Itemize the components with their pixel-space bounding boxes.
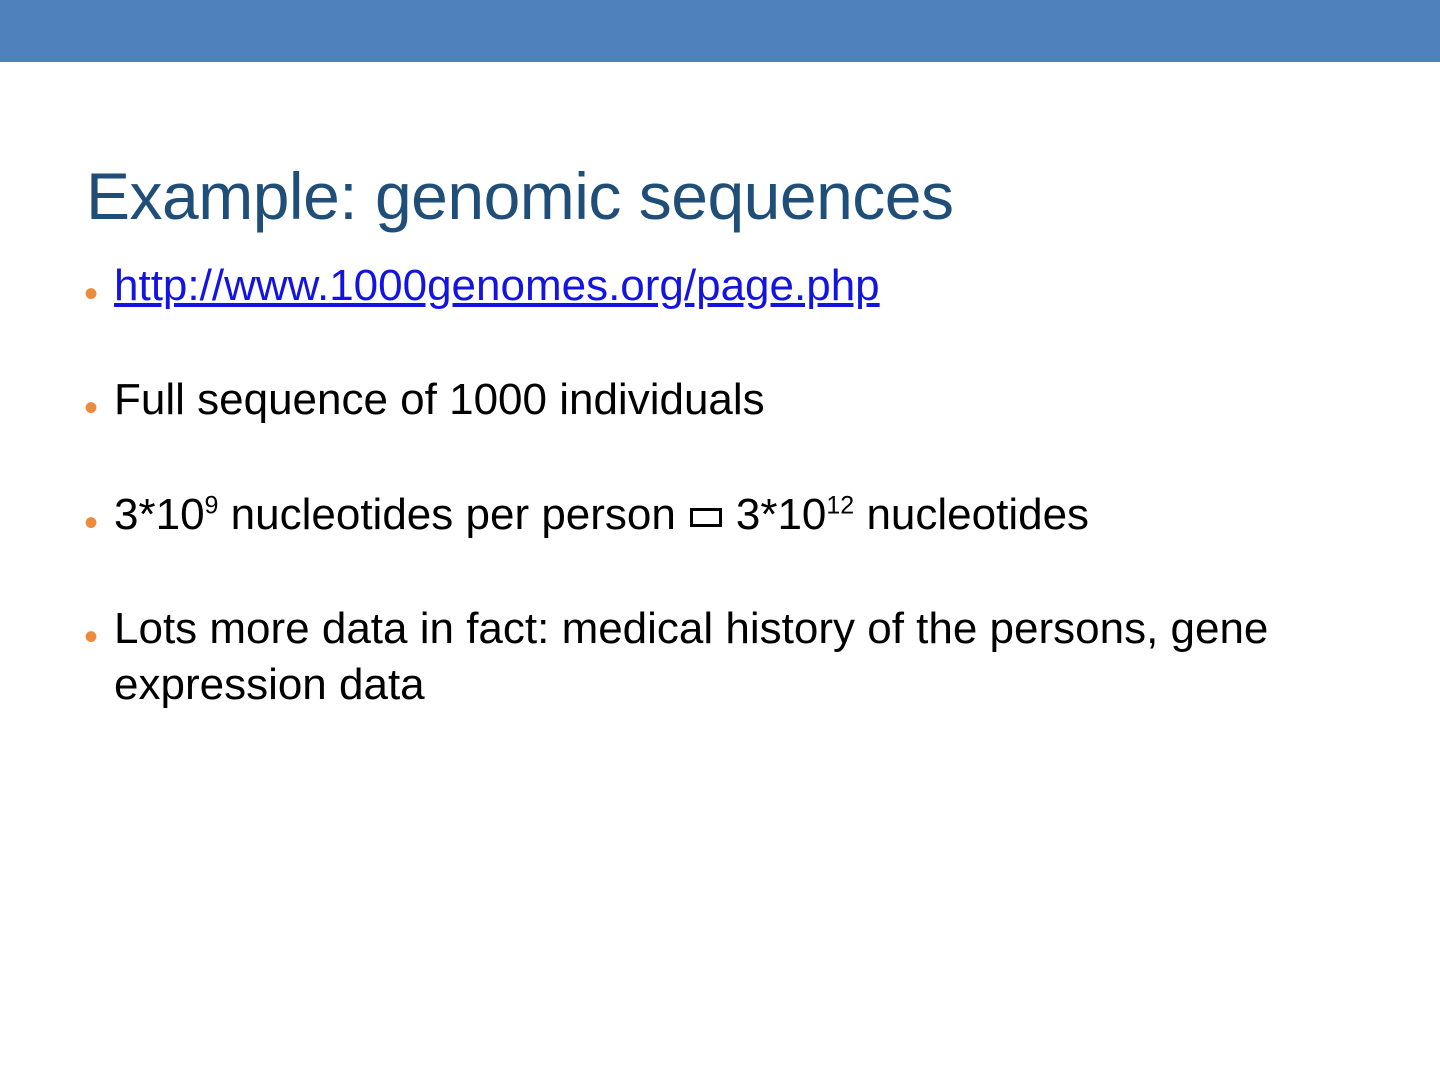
missing-char-box-icon xyxy=(690,508,722,527)
bullet-dot-icon: • xyxy=(84,614,99,659)
math-base-1: 3*10 xyxy=(114,489,205,539)
bullet-text: Full sequence of 1000 individuals xyxy=(114,375,765,425)
bullet-dot-icon: • xyxy=(84,500,99,545)
math-exponent-2: 12 xyxy=(826,490,855,519)
top-accent-band xyxy=(0,0,1440,62)
math-exponent-1: 9 xyxy=(204,490,219,519)
list-item xyxy=(84,258,1354,314)
math-trailing-text: nucleotides xyxy=(854,489,1090,539)
list-item xyxy=(84,487,1354,543)
page-title: Example: genomic sequences xyxy=(86,159,954,234)
bullet-text-math xyxy=(114,487,1354,543)
bullet-list xyxy=(84,258,1354,772)
bullet-text xyxy=(114,258,1354,314)
bullet-dot-icon: • xyxy=(84,386,99,431)
genomes-link[interactable]: http://www.1000genomes.org/page.php xyxy=(114,261,880,310)
math-base-2: 3*10 xyxy=(735,489,827,539)
list-item xyxy=(84,372,1354,431)
bullet-text: Lots more data in fact: medical history of the persons, gene expression data xyxy=(114,603,1269,710)
math-middle-text: nucleotides per person xyxy=(218,489,676,539)
list-item xyxy=(84,601,1354,714)
bullet-dot-icon: • xyxy=(84,272,99,316)
